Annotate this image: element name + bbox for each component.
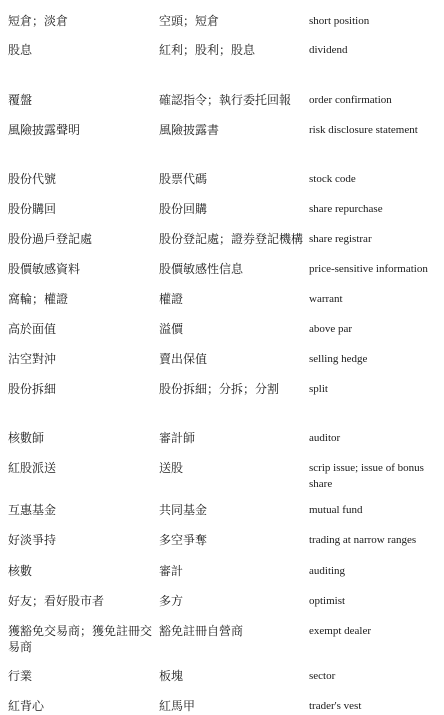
hk-term: 好淡爭持 [8,533,57,547]
english-term: mutual fund [309,504,363,516]
english-term: trader's vest [309,700,362,712]
mainland-term: 板塊 [159,669,184,683]
english-term: auditor [309,432,341,444]
hk-term: 核數師 [8,431,45,445]
mainland-term: 豁免註冊自營商 [159,624,244,638]
english-term: scrip issue; issue of bonus share [309,462,424,490]
english-term: above par [309,323,353,335]
english-term: price-sensitive information [309,263,428,275]
mainland-term: 確認指令；執行委托回報 [159,93,292,107]
mainland-term: 送股 [159,461,184,475]
english-term: order confirmation [309,94,392,106]
mainland-term: 紅馬甲 [159,699,196,713]
hk-term: 互惠基金 [8,503,57,517]
hk-term: 短倉；淡倉 [8,14,69,28]
mainland-term: 股份登記處；證券登記機構 [159,232,304,246]
mainland-term: 多空爭奪 [159,533,208,547]
english-term: selling hedge [309,353,368,365]
mainland-term: 股份拆細；分拆；分割 [159,382,280,396]
hk-term: 高於面值 [8,322,57,336]
hk-term: 紅股派送 [8,461,57,475]
mainland-term: 空頭；短倉 [159,14,220,28]
hk-term: 股份代號 [8,172,57,186]
hk-term: 股息 [8,43,33,57]
english-term: warrant [309,293,343,305]
mainland-term: 股價敏感性信息 [159,262,244,276]
english-term: dividend [309,44,348,56]
english-term: stock code [309,173,356,185]
mainland-term: 股份回購 [159,202,208,216]
mainland-term: 溢價 [159,322,184,336]
english-term: optimist [309,595,346,607]
mainland-term: 風險披露書 [159,123,220,137]
hk-term: 紅背心 [8,699,45,713]
english-term: auditing [309,565,346,577]
mainland-term: 紅利；股利；股息 [159,43,256,57]
hk-term: 獲豁免交易商；獲免註冊交易商 [8,624,153,654]
hk-term: 沽空對沖 [8,352,57,366]
mainland-term: 審計師 [159,431,196,445]
mainland-term: 共同基金 [159,503,208,517]
english-term: sector [309,670,336,682]
english-term: share repurchase [309,203,383,215]
hk-term: 好友；看好股市者 [8,594,105,608]
english-term: share registrar [309,233,372,245]
mainland-term: 審計 [159,564,184,578]
mainland-term: 賣出保值 [159,352,208,366]
hk-term: 股價敏感資料 [8,262,81,276]
hk-term: 股份購回 [8,202,57,216]
hk-term: 覆盤 [8,93,33,107]
mainland-term: 多方 [159,594,184,608]
hk-term: 核數 [8,564,33,578]
english-term: exempt dealer [309,625,371,637]
english-term: split [309,383,328,395]
hk-term: 行業 [8,669,33,683]
mainland-term: 權證 [159,292,184,306]
english-term: risk disclosure statement [309,124,418,136]
hk-term: 窩輪；權證 [8,292,69,306]
hk-term: 股份過戶登記處 [8,232,93,246]
mainland-term: 股票代碼 [159,172,208,186]
english-term: trading at narrow ranges [309,534,417,546]
english-term: short position [309,15,370,27]
hk-term: 股份拆細 [8,382,57,396]
hk-term: 風險披露聲明 [8,123,81,137]
